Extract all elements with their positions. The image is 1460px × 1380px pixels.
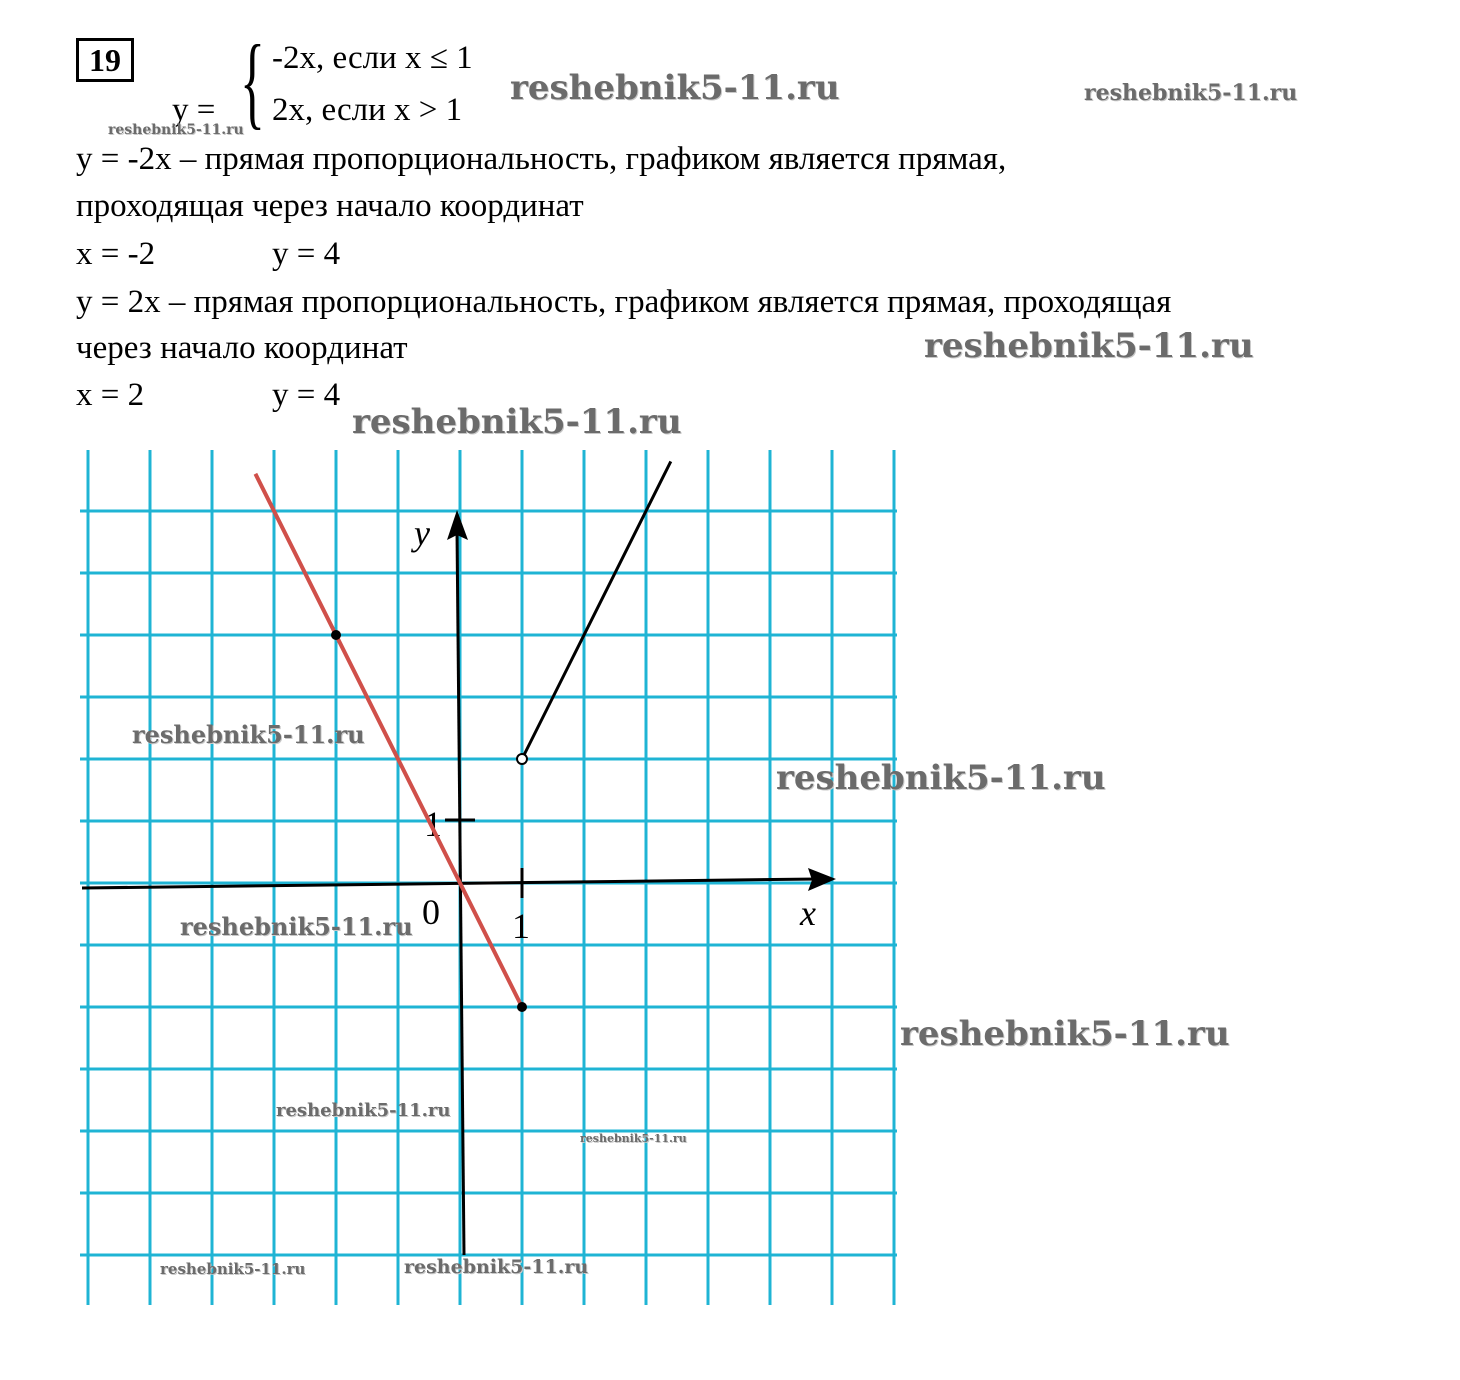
watermark: reshebnik5-11.ru: [1084, 80, 1298, 106]
watermark: reshebnik5-11.ru: [510, 68, 840, 108]
origin-label: 0: [422, 892, 440, 932]
point-minus-2-4: [331, 630, 341, 640]
point-y-2: y = 4: [272, 377, 341, 413]
grid: [80, 450, 897, 1305]
x-axis-label: x: [800, 893, 816, 933]
text-line-1: y = -2x – прямая пропорциональность, графиком является прямая,: [76, 141, 1007, 177]
system-case-1: -2x, если x ≤ 1: [272, 40, 473, 76]
x-tick-label: 1: [512, 906, 530, 946]
watermark: reshebnik5-11.ru: [180, 912, 413, 941]
system-lhs: y =: [172, 92, 216, 128]
watermark: reshebnik5-11.ru: [776, 758, 1106, 798]
watermark: reshebnik5-11.ru: [160, 1260, 306, 1278]
watermark: reshebnik5-11.ru: [404, 1256, 589, 1278]
system-case-2: 2x, если x > 1: [272, 92, 463, 128]
point-x-1: x = -2: [76, 236, 156, 272]
y-axis-label: y: [414, 513, 430, 553]
point-1-minus-2: [517, 1002, 527, 1012]
watermark: reshebnik5-11.ru: [132, 720, 365, 749]
y-tick-label: 1: [424, 804, 442, 844]
watermark: reshebnik5-11.ru: [276, 1100, 451, 1121]
black-line-y-2x: [522, 461, 671, 759]
watermark: reshebnik5-11.ru: [352, 402, 682, 442]
problem-number: 19: [76, 38, 134, 82]
watermark: reshebnik5-11.ru: [108, 122, 244, 138]
point-x-2: x = 2: [76, 377, 145, 413]
system-brace: {: [240, 24, 265, 139]
text-line-2: проходящая через начало координат: [76, 188, 584, 224]
point-y-1: y = 4: [272, 236, 341, 272]
watermark: reshebnik5-11.ru: [924, 326, 1254, 366]
watermark: reshebnik5-11.ru: [900, 1014, 1230, 1054]
open-point-1-2: [517, 754, 527, 764]
watermark: reshebnik5-11.ru: [580, 1132, 687, 1145]
text-line-4: y = 2x – прямая пропорциональность, графиком является прямая, проходящая: [76, 284, 1172, 320]
text-line-5: через начало координат: [76, 330, 408, 366]
